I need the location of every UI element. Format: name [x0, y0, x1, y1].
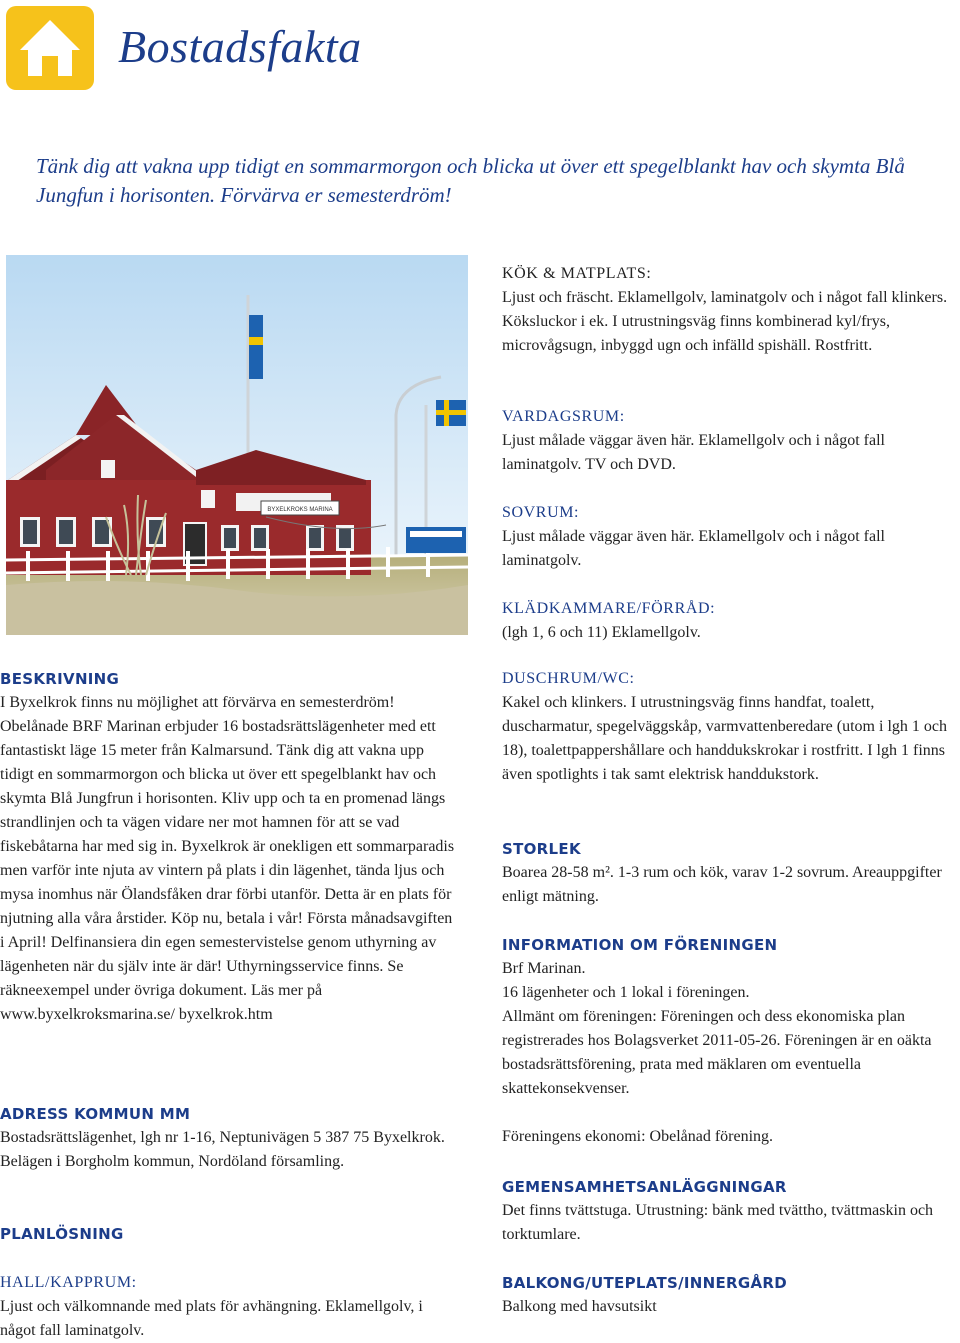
- photo-sign: BYXELKROKS MARINA: [267, 507, 333, 513]
- section-hall: [0, 1271, 455, 1343]
- forening-line4: Föreningens ekonomi: Obelånad förening.: [502, 1128, 774, 1145]
- kladkammare-body: (lgh 1, 6 och 11) Eklamellgolv.: [502, 624, 701, 641]
- marina-building-photo: [6, 255, 468, 635]
- storlek-body: Boarea 28-58 m². 1-3 rum och kök, varav 1-2 sovrum. Areauppgifter enligt mätning.: [502, 864, 942, 905]
- vardagsrum-heading: VARDAGSRUM:: [502, 408, 625, 425]
- sovrum-heading: SOVRUM:: [502, 504, 580, 521]
- storlek-heading: STORLEK: [502, 840, 581, 858]
- vardagsrum-body: Ljust målade väggar även här. Eklamellgolv och i något fall laminatgolv. TV och DVD.: [502, 432, 885, 473]
- section-balkong: [502, 1271, 957, 1319]
- intro-text: Tänk dig att vakna upp tidigt en sommarmorgon och blicka ut över ett spegelblankt hav och skymta Blå Jungfun i horisonten. Förvärva er semesterdröm!: [36, 154, 905, 207]
- section-duschrum: [502, 667, 957, 787]
- kok-body: Ljust och fräscht. Eklamellgolv, laminatgolv och i något fall klinkers. Köksluckor i ek. I utrustningsväg finns kombinerad kyl/frys, microvågsugn, inbyggd ugn och infälld spishäll. Rostfritt.: [502, 289, 948, 354]
- page-title: Bostadsfakta: [118, 21, 362, 72]
- section-kladkammare: [502, 597, 957, 645]
- section-forening: [502, 933, 957, 1149]
- kladkammare-heading: KLÄDKAMMARE/FÖRRÅD:: [502, 600, 716, 617]
- hall-heading: HALL/KAPPRUM:: [0, 1274, 137, 1291]
- adress-heading: ADRESS KOMMUN MM: [0, 1105, 191, 1123]
- gemensam-heading: GEMENSAMHETSANLÄGGNINGAR: [502, 1178, 787, 1196]
- duschrum-heading: DUSCHRUM/WC:: [502, 670, 635, 687]
- house-icon: [6, 6, 94, 90]
- section-storlek: [502, 837, 957, 909]
- duschrum-body: Kakel och klinkers. I utrustningsväg finns handfat, toalett, duscharmatur, spegelväggskåp, varmvattenberedare (utom i lgh 1 och 18), toalettpappershållare och handdukskrokar i rostfritt. I lgh 1 finns även spotlights i tak samt elektrisk handdukstork.: [502, 694, 947, 783]
- forening-heading: INFORMATION OM FÖRENINGEN: [502, 936, 778, 954]
- section-sovrum: [502, 501, 957, 573]
- forening-line2: 16 lägenheter och 1 lokal i föreningen.: [502, 984, 750, 1001]
- section-planlosning: [0, 1222, 455, 1246]
- section-kok: [502, 262, 957, 358]
- section-gemensam: [502, 1175, 957, 1247]
- forening-line1: Brf Marinan.: [502, 960, 586, 977]
- adress-body: Bostadsrättslägenhet, lgh nr 1-16, Neptunivägen 5 387 75 Byxelkrok. Belägen i Borgholm kommun, Nordöland församling.: [0, 1129, 445, 1170]
- section-adress: [0, 1102, 455, 1174]
- balkong-body: Balkong med havsutsikt: [502, 1298, 657, 1315]
- beskrivning-heading: BESKRIVNING: [0, 670, 120, 688]
- kok-heading: KÖK & MATPLATS:: [502, 265, 652, 282]
- sovrum-body: Ljust målade väggar även här. Eklamellgolv och i något fall laminatgolv.: [502, 528, 885, 569]
- section-vardagsrum: [502, 405, 957, 477]
- hall-body: Ljust och välkomnande med plats för avhängning. Eklamellgolv, i något fall laminatgolv.: [0, 1298, 423, 1339]
- forening-line3: Allmänt om föreningen: Föreningen och dess ekonomiska plan registrerades hos Bolagsverket 2011-05-26. Föreningen är en oäkta bostadsrättsförening, prata med mäklaren om eventuella skattekonsekvenser.: [502, 1008, 932, 1097]
- balkong-heading: BALKONG/UTEPLATS/INNERGÅRD: [502, 1274, 788, 1292]
- beskrivning-body: I Byxelkrok finns nu möjlighet att förvärva en semesterdröm! Obelånade BRF Marinan erbjuder 16 bostadsrättslägenheter med ett fantastiskt läge 15 meter från Kalmarsund. Tänk dig att vakna upp tidigt en sommarmorgon och blicka ut över ett spegelblankt hav och skymta Blå Jungfrun i horisonten. Kliv upp och ta en promenad längs strandlinjen och ta vägen vidare ner mot hamnen för att se vad fiskebåtarna har med sig in. Byxelkrok är onekligen ett sommarparadis men varför inte njuta av vintern på plats i din lägenhet, tända ljus och mysa inomhus när Ölandsfåken drar förbi utanför. Detta är en plats för njutning alla våra årstider. Köp nu, betala i vår! Första månadsavgiften i April! Delfinansiera din egen semestervistelse genom uthyrning av lägenheten när du själv inte är där! Uthyrningsservice finns. Se räkneexempel under övriga dokument. Läs mer på www.byxelkroksmarina.se/ byxelkrok.htm: [0, 694, 455, 1023]
- gemensam-body: Det finns tvättstuga. Utrustning: bänk med tvättho, tvättmaskin och torktumlare.: [502, 1202, 934, 1243]
- section-beskrivning: [0, 667, 455, 1027]
- planlosning-heading: PLANLÖSNING: [0, 1225, 124, 1243]
- logo-badge: [6, 6, 94, 90]
